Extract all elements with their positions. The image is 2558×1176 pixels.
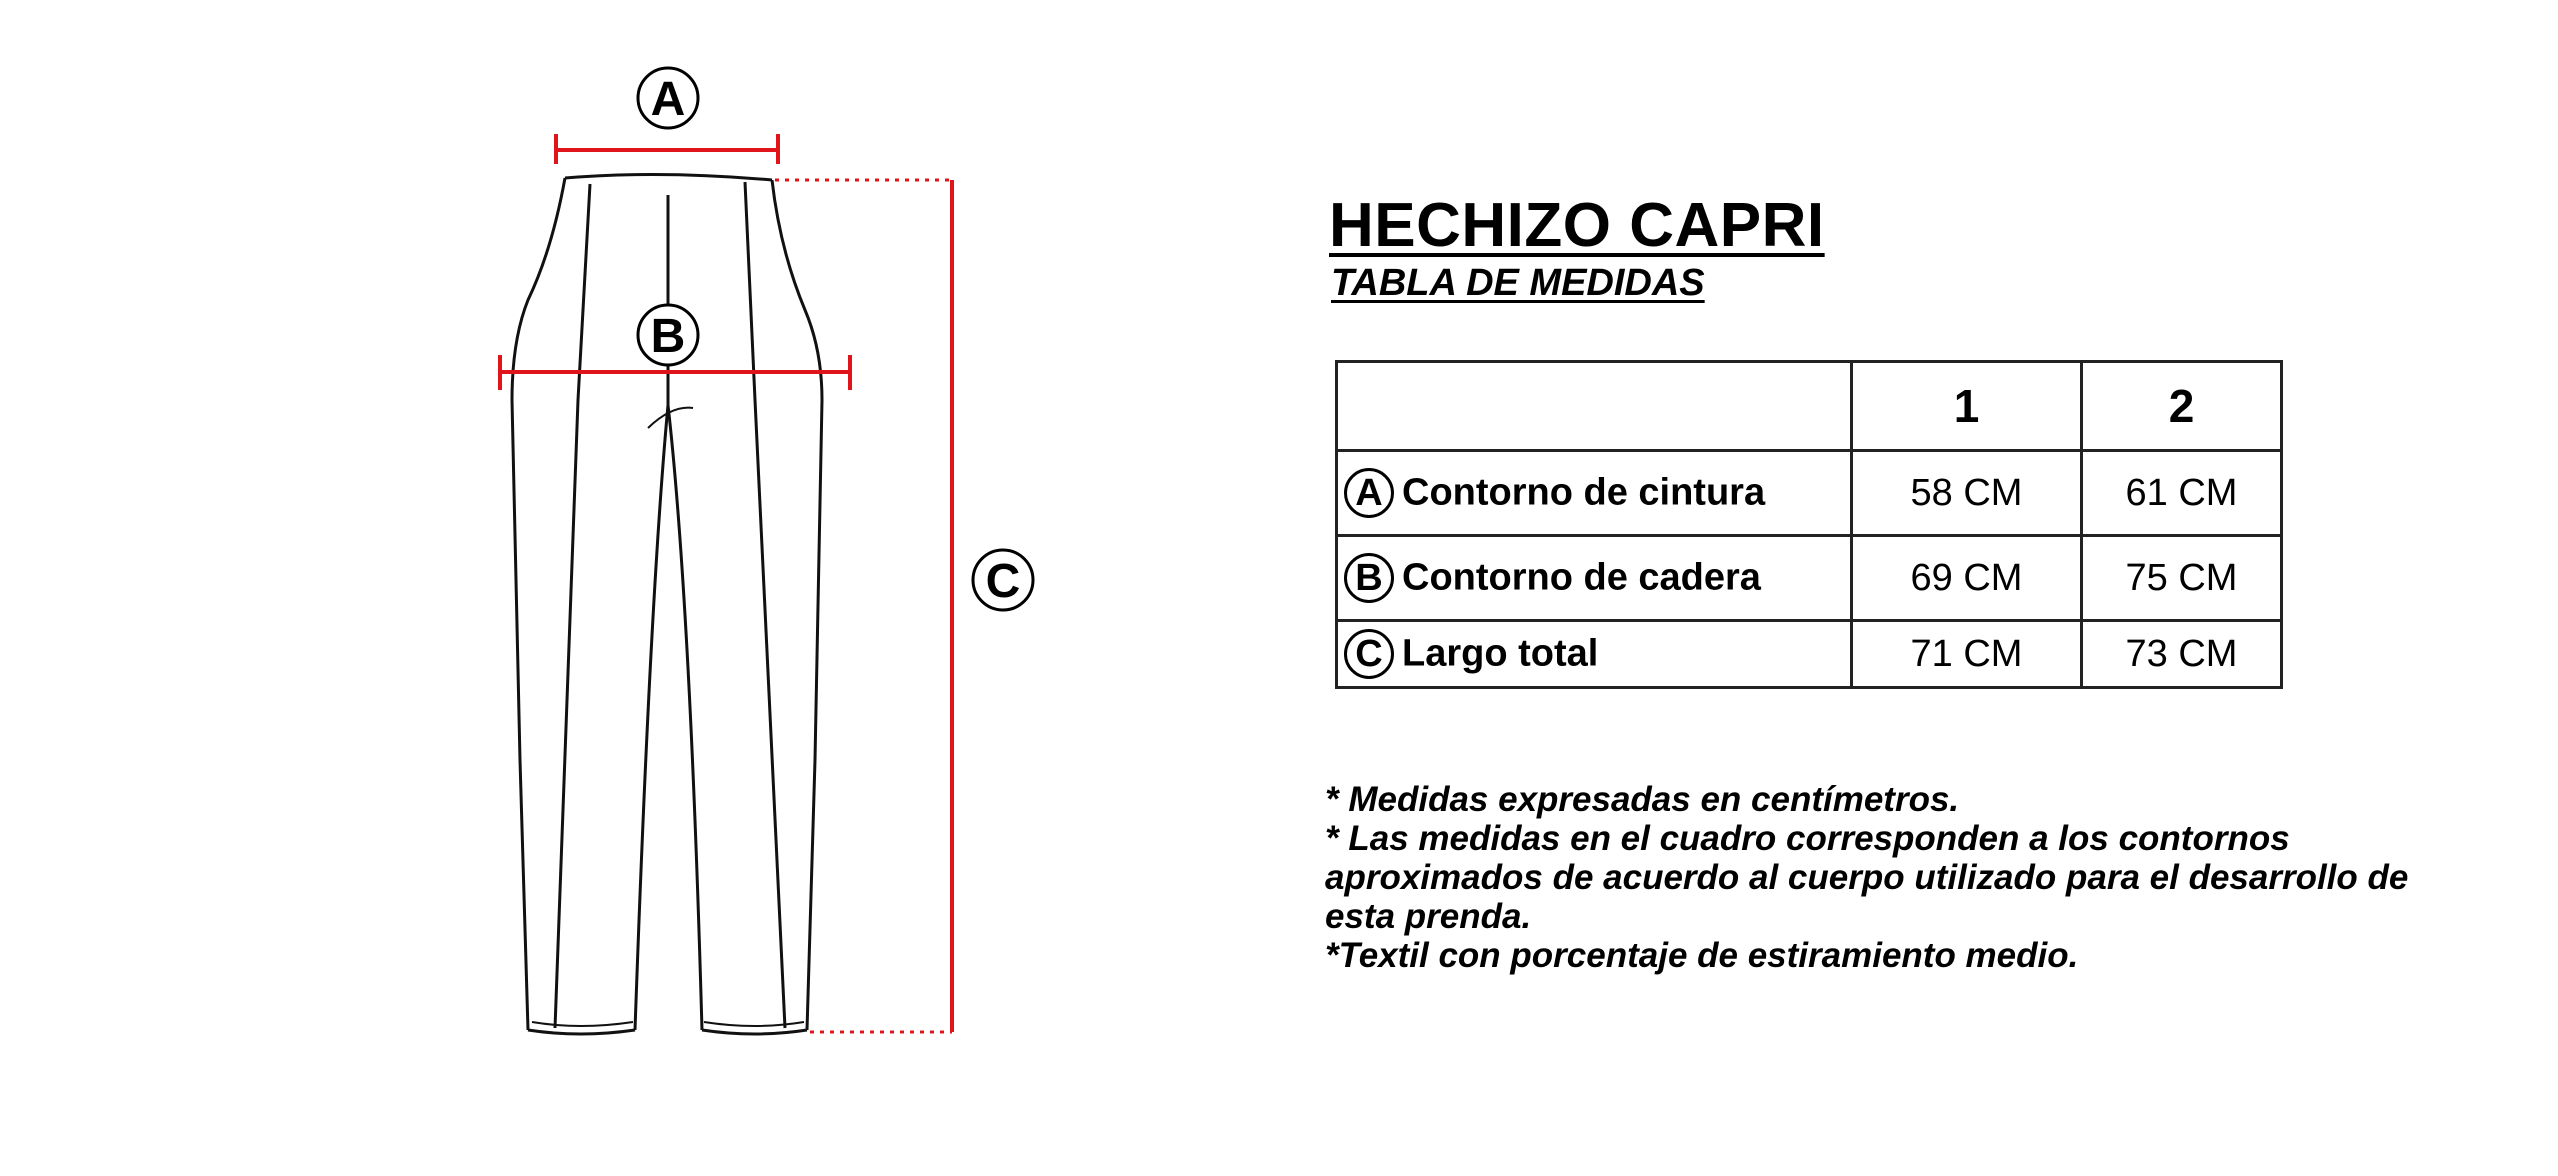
left-hem-inner [532, 1022, 633, 1026]
row-name-cell [1337, 451, 1852, 536]
label-c: C [985, 555, 1021, 608]
pants-diagram [0, 0, 1100, 1176]
note-item: * Las medidas en el cuadro corresponden a los contornos aproximados de acuerdo al cuerpo utilizado para el desarrollo de esta prenda. [1325, 819, 2409, 936]
row-badge: A [1344, 468, 1394, 518]
measure-a [556, 134, 778, 164]
table-row [1337, 451, 2282, 536]
row-label: Contorno de cintura [1402, 471, 1766, 514]
notes [1325, 780, 2475, 975]
left-hem [528, 1030, 635, 1034]
waistband [565, 174, 772, 180]
left-outer-seam [512, 178, 565, 1030]
left-panel-seam [555, 184, 590, 1028]
row-value-size-1: 58 CM [1852, 451, 2082, 536]
row-value-size-2: 61 CM [2082, 451, 2282, 536]
table-header-size-2: 2 [2082, 362, 2282, 451]
pants-outline [512, 174, 822, 1034]
table-header-row [1337, 362, 2282, 451]
right-hem [702, 1030, 807, 1034]
row-label: Contorno de cadera [1402, 556, 1761, 599]
row-value-size-1: 71 CM [1852, 621, 2082, 688]
measure-c [775, 180, 952, 1032]
row-value-size-1: 69 CM [1852, 536, 2082, 621]
inner-left-leg [635, 405, 668, 1030]
note-item: * Medidas expresadas en centímetros. [1325, 780, 1960, 819]
right-hem-inner [704, 1022, 804, 1026]
inner-right-leg [668, 405, 702, 1030]
size-chart-subtitle: TABLA DE MEDIDAS [1331, 262, 1705, 304]
row-label: Largo total [1402, 632, 1599, 675]
table-header-cell [1337, 362, 1852, 451]
table-header-size-1: 1 [1852, 362, 2082, 451]
row-value-size-2: 73 CM [2082, 621, 2282, 688]
product-title: HECHIZO CAPRI [1329, 191, 1825, 260]
row-value-size-2: 75 CM [2082, 536, 2282, 621]
note-item: *Textil con porcentaje de estiramiento medio. [1325, 936, 2079, 975]
label-a: A [650, 73, 686, 126]
row-name-cell [1337, 536, 1852, 621]
label-b: B [650, 310, 686, 363]
row-name-cell [1337, 621, 1852, 688]
size-table [1335, 360, 2283, 689]
right-panel-seam [745, 182, 785, 1028]
row-badge: C [1344, 629, 1394, 679]
table-row [1337, 536, 2282, 621]
row-badge: B [1344, 553, 1394, 603]
table-row [1337, 621, 2282, 688]
